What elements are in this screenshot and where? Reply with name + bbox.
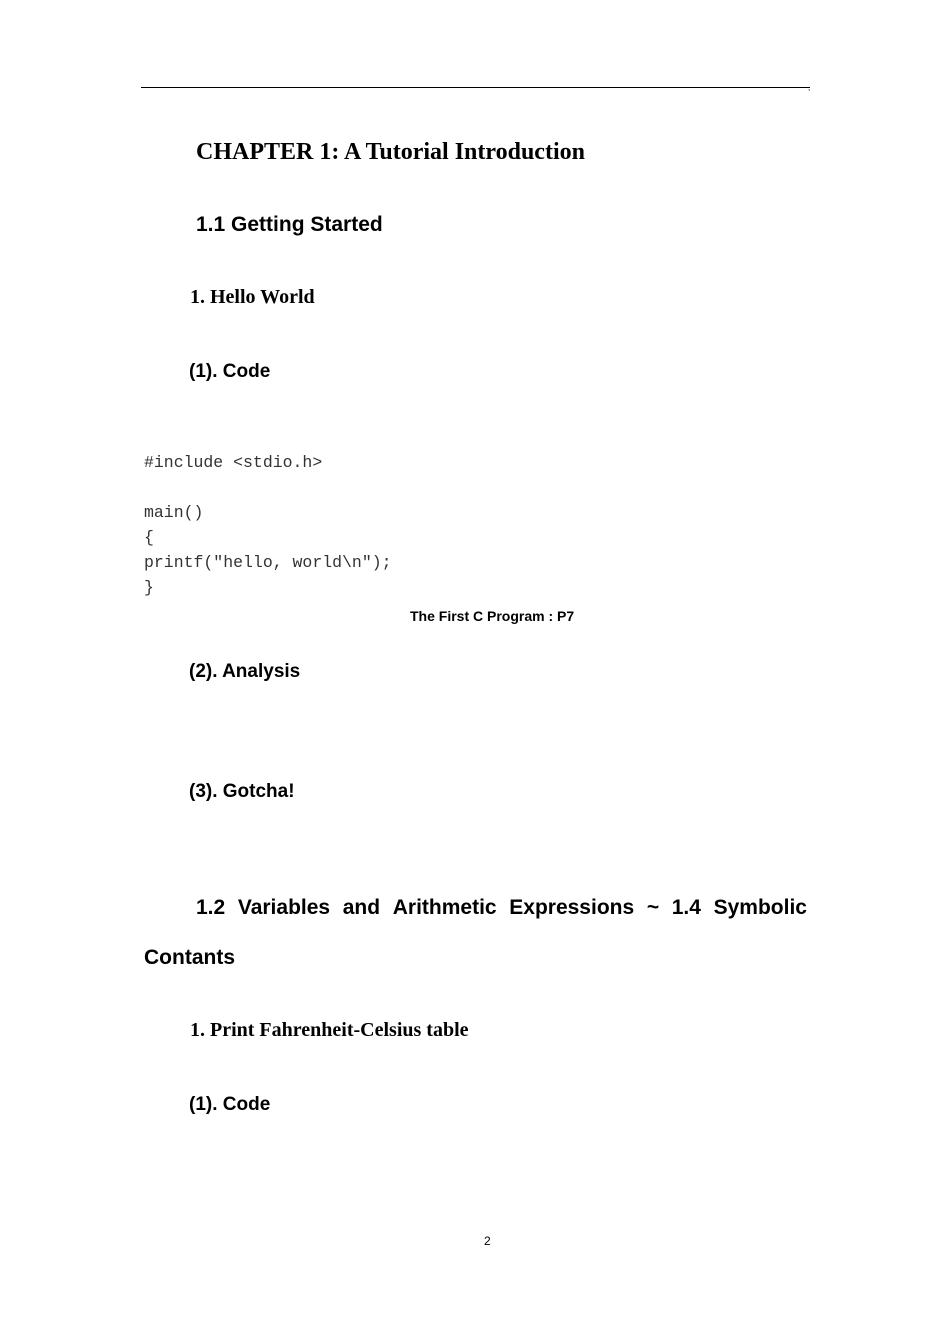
subsection-heading-fahrenheit-celsius: 1. Print Fahrenheit-Celsius table <box>190 1019 469 1041</box>
section-heading-word: Arithmetic <box>392 896 497 919</box>
item-heading-code: (1). Code <box>189 361 271 382</box>
item-heading-analysis: (2). Analysis <box>189 661 301 682</box>
chapter-title: CHAPTER 1: A Tutorial Introduction <box>196 139 585 165</box>
code-caption: The First C Program : P7 <box>410 608 575 624</box>
section-heading-word: ~ <box>646 896 660 919</box>
section-heading-word: 1.4 <box>671 896 701 919</box>
section-heading-word: Symbolic <box>713 896 807 919</box>
section-heading-1-2-line-2: Contants <box>144 946 235 969</box>
section-heading-1-2-line-1 <box>196 894 807 922</box>
header-tick-mark: , <box>808 83 811 92</box>
subsection-heading-hello-world: 1. Hello World <box>190 286 315 308</box>
code-block-hello-world: #include <stdio.h> main() { printf("hello, world\n"); } <box>144 453 392 597</box>
header-rule <box>141 87 810 88</box>
section-heading-1-1: 1.1 Getting Started <box>196 213 383 236</box>
item-heading-code: (1). Code <box>189 1094 271 1115</box>
page-number: 2 <box>484 1234 491 1248</box>
section-heading-word: Variables <box>237 896 331 919</box>
section-heading-word: and <box>342 896 381 919</box>
section-heading-word: 1.2 <box>196 896 226 919</box>
section-heading-word: Expressions <box>509 896 635 919</box>
item-heading-gotcha: (3). Gotcha! <box>189 781 295 802</box>
